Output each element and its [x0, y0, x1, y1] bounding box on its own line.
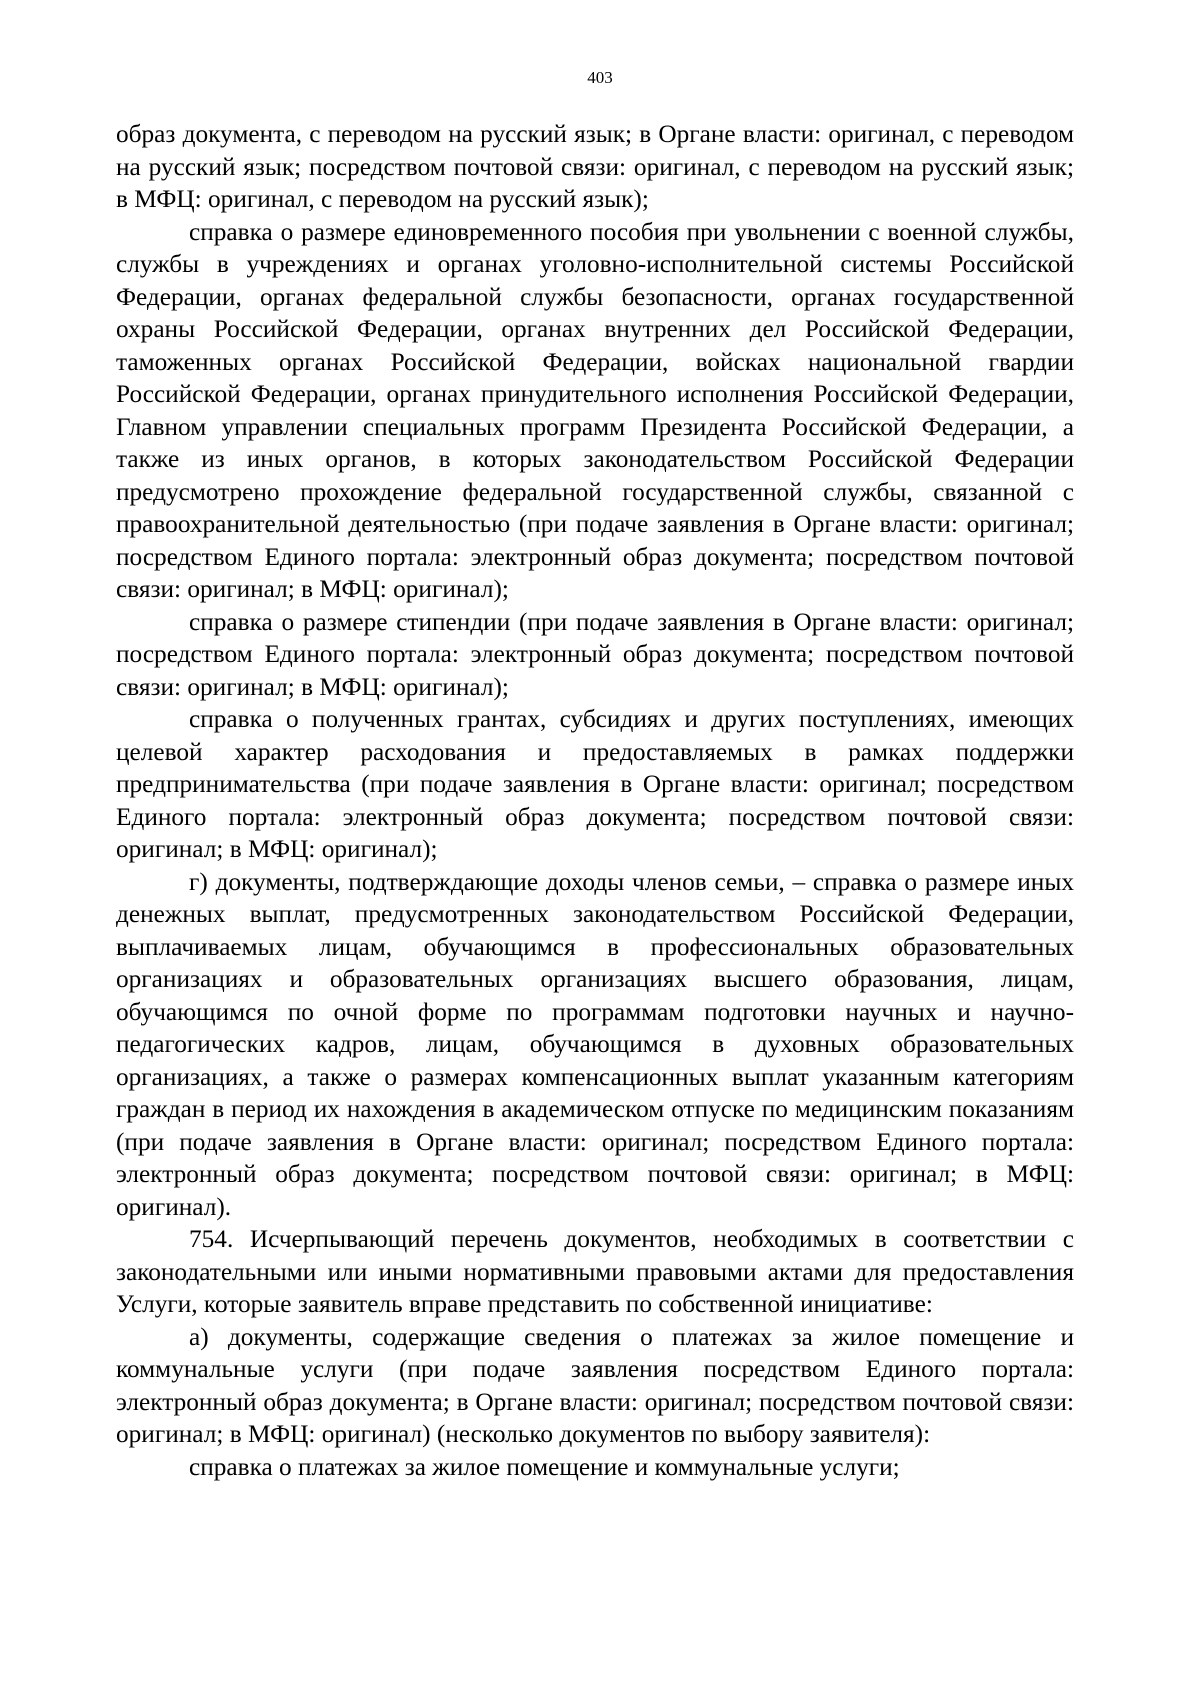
paragraph-housing-payments-documents: а) документы, содержащие сведения о платежах за жилое помещение и коммунальные услуги (при подаче заявления посредством Единого портала: электронный образ документа; в Органе власти: оригинал; посредством почтовой связи: оригинал; в МФЦ: оригинал) (несколько документов по выбору заявителя): [116, 1322, 1074, 1448]
paragraph-stipend-certificate: справка о размере стипендии (при подаче заявления в Органе власти: оригинал; посредством Единого портала: электронный образ документа; посредством почтовой связи: оригинал; в МФЦ: оригинал); [116, 607, 1074, 701]
paragraph-family-income-documents: г) документы, подтверждающие доходы членов семьи, – справка о размере иных денежных выплат, предусмотренных законодательством Российской Федерации, выплачиваемых лицам, обучающимся в профессиональных образовательных организациях и образовательных организациях высшего образования, лицам, обучающимся по очной форме по программам подготовки научных и научно-педагогических кадров, лицам, обучающимся в духовных образовательных организациях, а также о размерах компенсационных выплат указанным категориям граждан в период их нахождения в академическом отпуске по медицинским показаниям (при подаче заявления в Органе власти: оригинал; посредством Единого портала: электронный образ документа; посредством почтовой связи: оригинал; в МФЦ: оригинал). [116, 867, 1074, 1221]
paragraph-housing-payments-certificate: справка о платежах за жилое помещение и коммунальные услуги; [189, 1452, 900, 1481]
page-number: 403 [587, 68, 613, 87]
paragraph-item-754: 754. Исчерпывающий перечень документов, необходимых в соответствии с законодательными или иными нормативными правовыми актами для предоставления Услуги, которые заявитель вправе представить по собственной инициативе: [116, 1225, 1074, 1318]
paragraph-continuation: образ документа, с переводом на русский язык; в Органе власти: оригинал, с переводом на русский язык; посредством почтовой связи: оригинал, с переводом на русский язык; в МФЦ: оригинал, с переводом на русский язык); [116, 120, 1074, 213]
document-body [116, 118, 1074, 1483]
paragraph-lump-sum-benefit-certificate: справка о размере единовременного пособия при увольнении с военной службы, службы в учреждениях и органах уголовно-исполнительной системы Российской Федерации, органах федеральной службы безопасности, органах государственной охраны Российской Федерации, органах внутренних дел Российской Федерации, таможенных органах Российской Федерации, войсках национальной гвардии Российской Федерации, органах принудительного исполнения Российской Федерации, Главном управлении специальных программ Президента Российской Федерации, а также из иных органов, в которых законодательством Российской Федерации предусмотрено прохождение федеральной государственной службы, связанной с правоохранительной деятельностью (при подаче заявления в Органе власти: оригинал; посредством Единого портала: электронный образ документа; посредством почтовой связи: оригинал; в МФЦ: оригинал); [116, 217, 1074, 603]
paragraph-grants-certificate: справка о полученных грантах, субсидиях и других поступлениях, имеющих целевой характер расходования и предоставляемых в рамках поддержки предпринимательства (при подаче заявления в Органе власти: оригинал; посредством Единого портала: электронный образ документа; посредством почтовой связи: оригинал; в МФЦ: оригинал); [116, 705, 1074, 863]
